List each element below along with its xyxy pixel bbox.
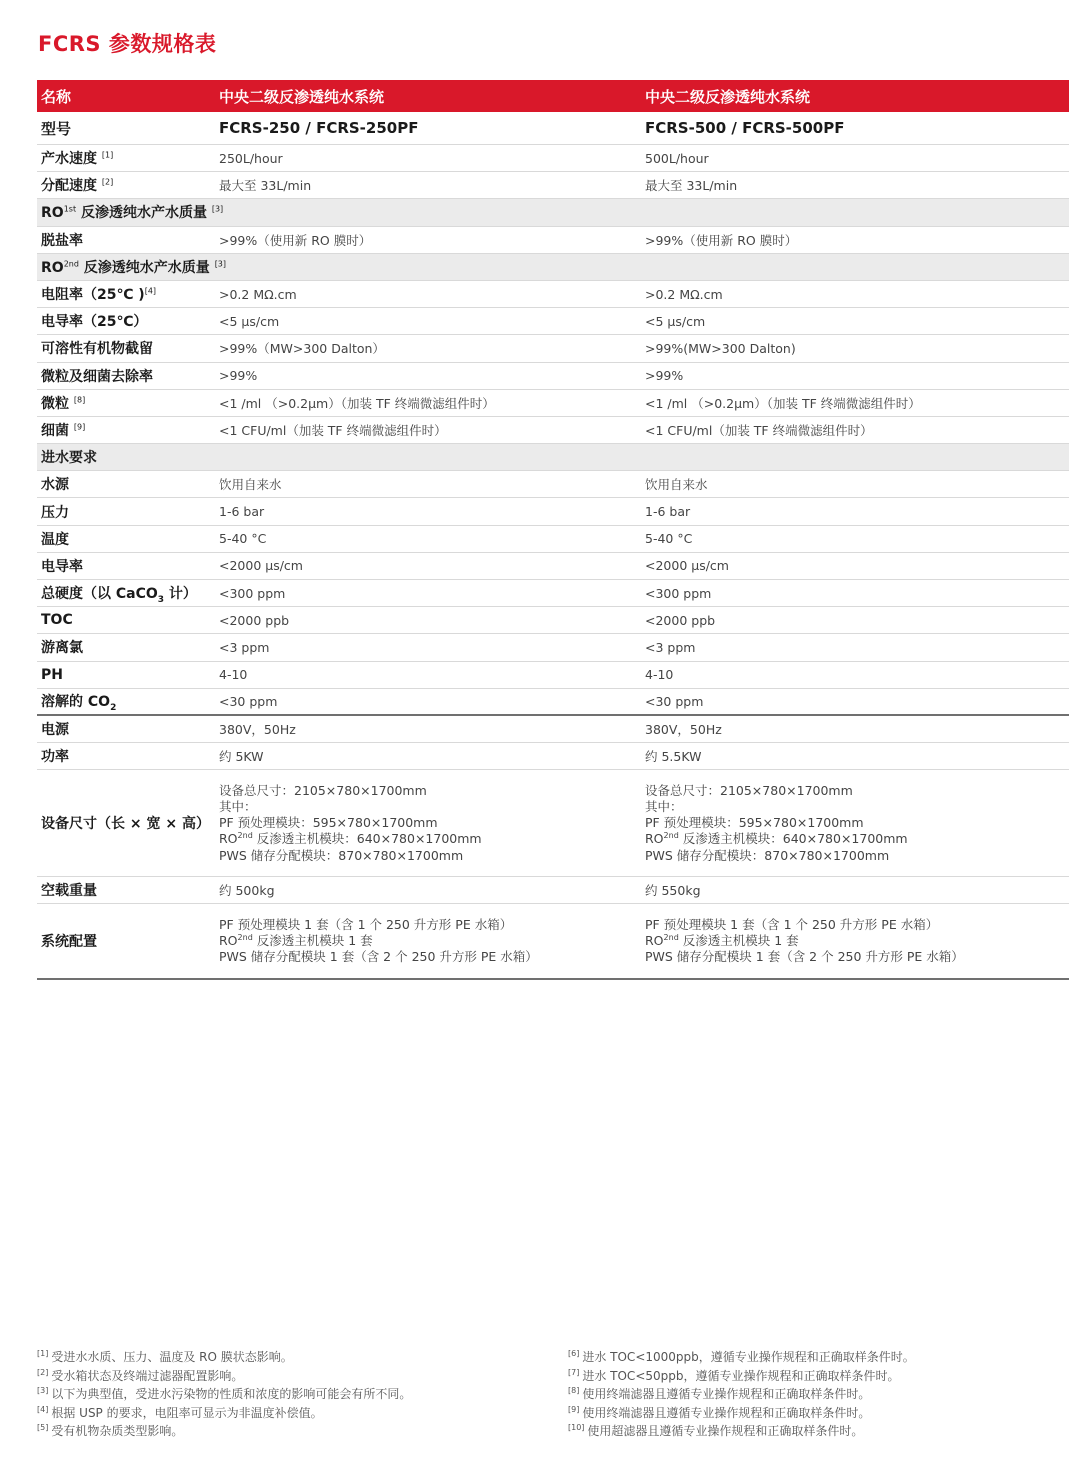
table-row: [37, 716, 1069, 743]
config-value-1: PF 预处理模块 1 套（含 1 个 250 升方形 PE 水箱） $RO^{2nd}$ 反渗透主机模块 1 套 PWS 储存分配模块 1 套（含 2 个 250 升方形 PE 水箱）: [219, 917, 538, 965]
table-row: [37, 172, 1069, 199]
table-header-row: [37, 80, 1069, 112]
row-label: TOC: [41, 612, 73, 629]
row-value-2: >0.2 MΩ.cm: [645, 286, 723, 302]
table-row: [37, 526, 1069, 553]
footnote: [6] 进水 TOC<1000ppb，遵循专业操作规程和正确取样条件时。: [568, 1349, 915, 1364]
row-label: 游离氯: [41, 640, 83, 657]
table-row: [37, 417, 1069, 444]
header-product-2: 中央二级反渗透纯水系统: [645, 87, 811, 106]
row-label: 细菌 [9]: [41, 422, 86, 439]
table-row: [37, 471, 1069, 498]
footnotes-right: [568, 1348, 915, 1441]
row-label: 温度: [41, 531, 69, 548]
row-value-1: <2000 μs/cm: [219, 558, 303, 574]
row-value-1: <1 CFU/ml（加装 TF 终端微滤组件时）: [219, 422, 447, 438]
row-value-2: <1 CFU/ml（加装 TF 终端微滤组件时）: [645, 422, 873, 438]
row-value-2: <2000 μs/cm: [645, 558, 729, 574]
row-value-2: <1 /ml （>0.2μm）（加装 TF 终端微滤组件时）: [645, 395, 921, 411]
row-label: 空载重量: [41, 883, 97, 900]
table-row: [37, 553, 1069, 580]
table-row: [37, 363, 1069, 390]
model-1: FCRS-250 / FCRS-250PF: [219, 119, 419, 137]
row-value-1: 4-10: [219, 667, 248, 683]
dimensions-row: [37, 770, 1069, 877]
footnote: [4] 根据 USP 的要求，电阻率可显示为非温度补偿值。: [37, 1404, 323, 1420]
table-row: [37, 498, 1069, 525]
dimensions-value-2: 设备总尺寸：2105×780×1700mm 其中： PF 预处理模块：595×780×1700mm $RO^{2nd}$ 反渗透主机模块：640×780×1700mm PWS 储存分配模块：870×780×1700mm: [645, 782, 908, 863]
row-value-1: <30 ppm: [219, 693, 278, 709]
table-row: [37, 662, 1069, 689]
table-row: [37, 743, 1069, 770]
table-row: [37, 145, 1069, 172]
row-value-1: 250L/hour: [219, 150, 283, 166]
table-row: [37, 390, 1069, 417]
row-label: 电导率（25℃）: [41, 314, 148, 331]
footnote: [5] 受有机物杂质类型影响。: [37, 1423, 184, 1438]
row-label: 分配速度 [2]: [41, 177, 114, 195]
row-label: PH: [41, 666, 63, 683]
row-value-2: <300 ppm: [645, 585, 712, 601]
table-row: [37, 281, 1069, 308]
model-label: 型号: [41, 119, 72, 138]
config-row: [37, 904, 1069, 980]
row-value-1: 5-40 °C: [219, 531, 267, 547]
row-value-1: >99%: [219, 368, 258, 384]
row-label: 微粒 [8]: [41, 395, 86, 412]
table-row: [37, 607, 1069, 634]
section-label: $RO^{2nd}$ 反渗透纯水产水质量 [3]: [41, 259, 227, 276]
row-value-1: 1-6 bar: [219, 504, 265, 520]
table-row: [37, 689, 1069, 716]
row-value-1: <5 μs/cm: [219, 313, 280, 329]
model-2: FCRS-500 / FCRS-500PF: [645, 119, 845, 137]
table-row: [37, 634, 1069, 661]
footnote: [7] 进水 TOC<50ppb，遵循专业操作规程和正确取样条件时。: [568, 1367, 900, 1383]
table-row: [37, 335, 1069, 362]
row-value-2: 约 550kg: [645, 883, 701, 899]
row-label: 设备尺寸（长 × 宽 × 高）: [41, 816, 210, 833]
row-value-2: 约 5.5KW: [645, 749, 702, 765]
row-value-1: <2000 ppb: [219, 612, 290, 628]
row-value-2: <2000 ppb: [645, 612, 716, 628]
row-value-1: >99%（MW>300 Dalton）: [219, 341, 385, 357]
row-value-2: 500L/hour: [645, 150, 709, 166]
footnotes-left: [37, 1348, 411, 1441]
section-row-ro1: [37, 199, 1069, 226]
row-value-2: >99%: [645, 368, 684, 384]
row-value-1: <3 ppm: [219, 639, 270, 655]
section-row-feed-water: [37, 444, 1069, 471]
table-row: [37, 308, 1069, 335]
row-label: 脱盐率: [41, 232, 83, 249]
row-value-1: <300 ppm: [219, 585, 286, 601]
row-value-1: 380V，50Hz: [219, 722, 296, 738]
row-value-1: 约 5KW: [219, 749, 264, 765]
row-value-1: 饮用自来水: [219, 477, 282, 493]
footnote: [10] 使用超滤器且遵循专业操作规程和正确取样条件时。: [568, 1423, 864, 1438]
row-value-2: 1-6 bar: [645, 504, 691, 520]
row-label: 可溶性有机物截留: [41, 341, 153, 358]
weight-row: [37, 877, 1069, 904]
row-value-1: >0.2 MΩ.cm: [219, 286, 297, 302]
footnote: [3] 以下为典型值，受进水污染物的性质和浓度的影响可能会有所不同。: [37, 1386, 412, 1401]
row-value-1: >99%（使用新 RO 膜时）: [219, 232, 372, 248]
row-value-2: 4-10: [645, 667, 674, 683]
row-value-1: 最大至 33L/min: [219, 178, 312, 194]
row-label: 水源: [41, 477, 69, 494]
row-label: 压力: [41, 504, 69, 521]
row-value-2: 380V，50Hz: [645, 722, 722, 738]
row-value-2: <30 ppm: [645, 693, 704, 709]
row-value-2: >99%(MW>300 Dalton): [645, 340, 796, 356]
section-label: $RO^{1st}$ 反渗透纯水产水质量 [3]: [41, 204, 224, 222]
row-label: 系统配置: [41, 934, 97, 951]
table-row: [37, 227, 1069, 254]
row-label: 电阻率（25℃ )[4]: [41, 286, 157, 304]
row-label: 总硬度（以 CaCO$_3$ 计）: [41, 586, 197, 605]
row-value-1: 约 500kg: [219, 883, 275, 899]
footnote: [2] 受水箱状态及终端过滤器配置影响。: [37, 1367, 244, 1383]
row-label: 产水速度 [1]: [41, 150, 114, 168]
row-value-2: >99%（使用新 RO 膜时）: [645, 232, 798, 248]
header-name: 名称: [41, 87, 72, 106]
row-value-2: <3 ppm: [645, 639, 696, 655]
row-value-2: 饮用自来水: [645, 477, 708, 493]
model-row: [37, 112, 1069, 145]
row-value-2: 最大至 33L/min: [645, 178, 738, 194]
row-value-1: <1 /ml （>0.2μm）（加装 TF 终端微滤组件时）: [219, 395, 495, 411]
footnote: [9] 使用终端滤器且遵循专业操作规程和正确取样条件时。: [568, 1404, 871, 1420]
row-label: 电导率: [41, 558, 83, 575]
table-row: [37, 580, 1069, 607]
spec-table: [37, 80, 1069, 980]
row-label: 电源: [41, 722, 69, 739]
row-value-2: <5 μs/cm: [645, 313, 706, 329]
row-label: 功率: [41, 749, 69, 766]
page-title: FCRS 参数规格表: [38, 32, 217, 56]
section-row-ro2: [37, 254, 1069, 281]
row-label: 微粒及细菌去除率: [41, 368, 153, 385]
header-product-1: 中央二级反渗透纯水系统: [219, 87, 385, 106]
dimensions-value-1: 设备总尺寸：2105×780×1700mm 其中： PF 预处理模块：595×780×1700mm $RO^{2nd}$ 反渗透主机模块：640×780×1700mm PWS 储存分配模块：870×780×1700mm: [219, 782, 482, 863]
footnote: [1] 受进水水质、压力、温度及 RO 膜状态影响。: [37, 1349, 293, 1364]
config-value-2: PF 预处理模块 1 套（含 1 个 250 升方形 PE 水箱） $RO^{2nd}$ 反渗透主机模块 1 套 PWS 储存分配模块 1 套（含 2 个 250 升方形 PE 水箱）: [645, 917, 964, 965]
footnote: [8] 使用终端滤器且遵循专业操作规程和正确取样条件时。: [568, 1386, 871, 1401]
section-label: 进水要求: [41, 450, 97, 467]
row-value-2: 5-40 °C: [645, 531, 693, 547]
row-label: 溶解的 $CO_2$: [41, 694, 117, 714]
